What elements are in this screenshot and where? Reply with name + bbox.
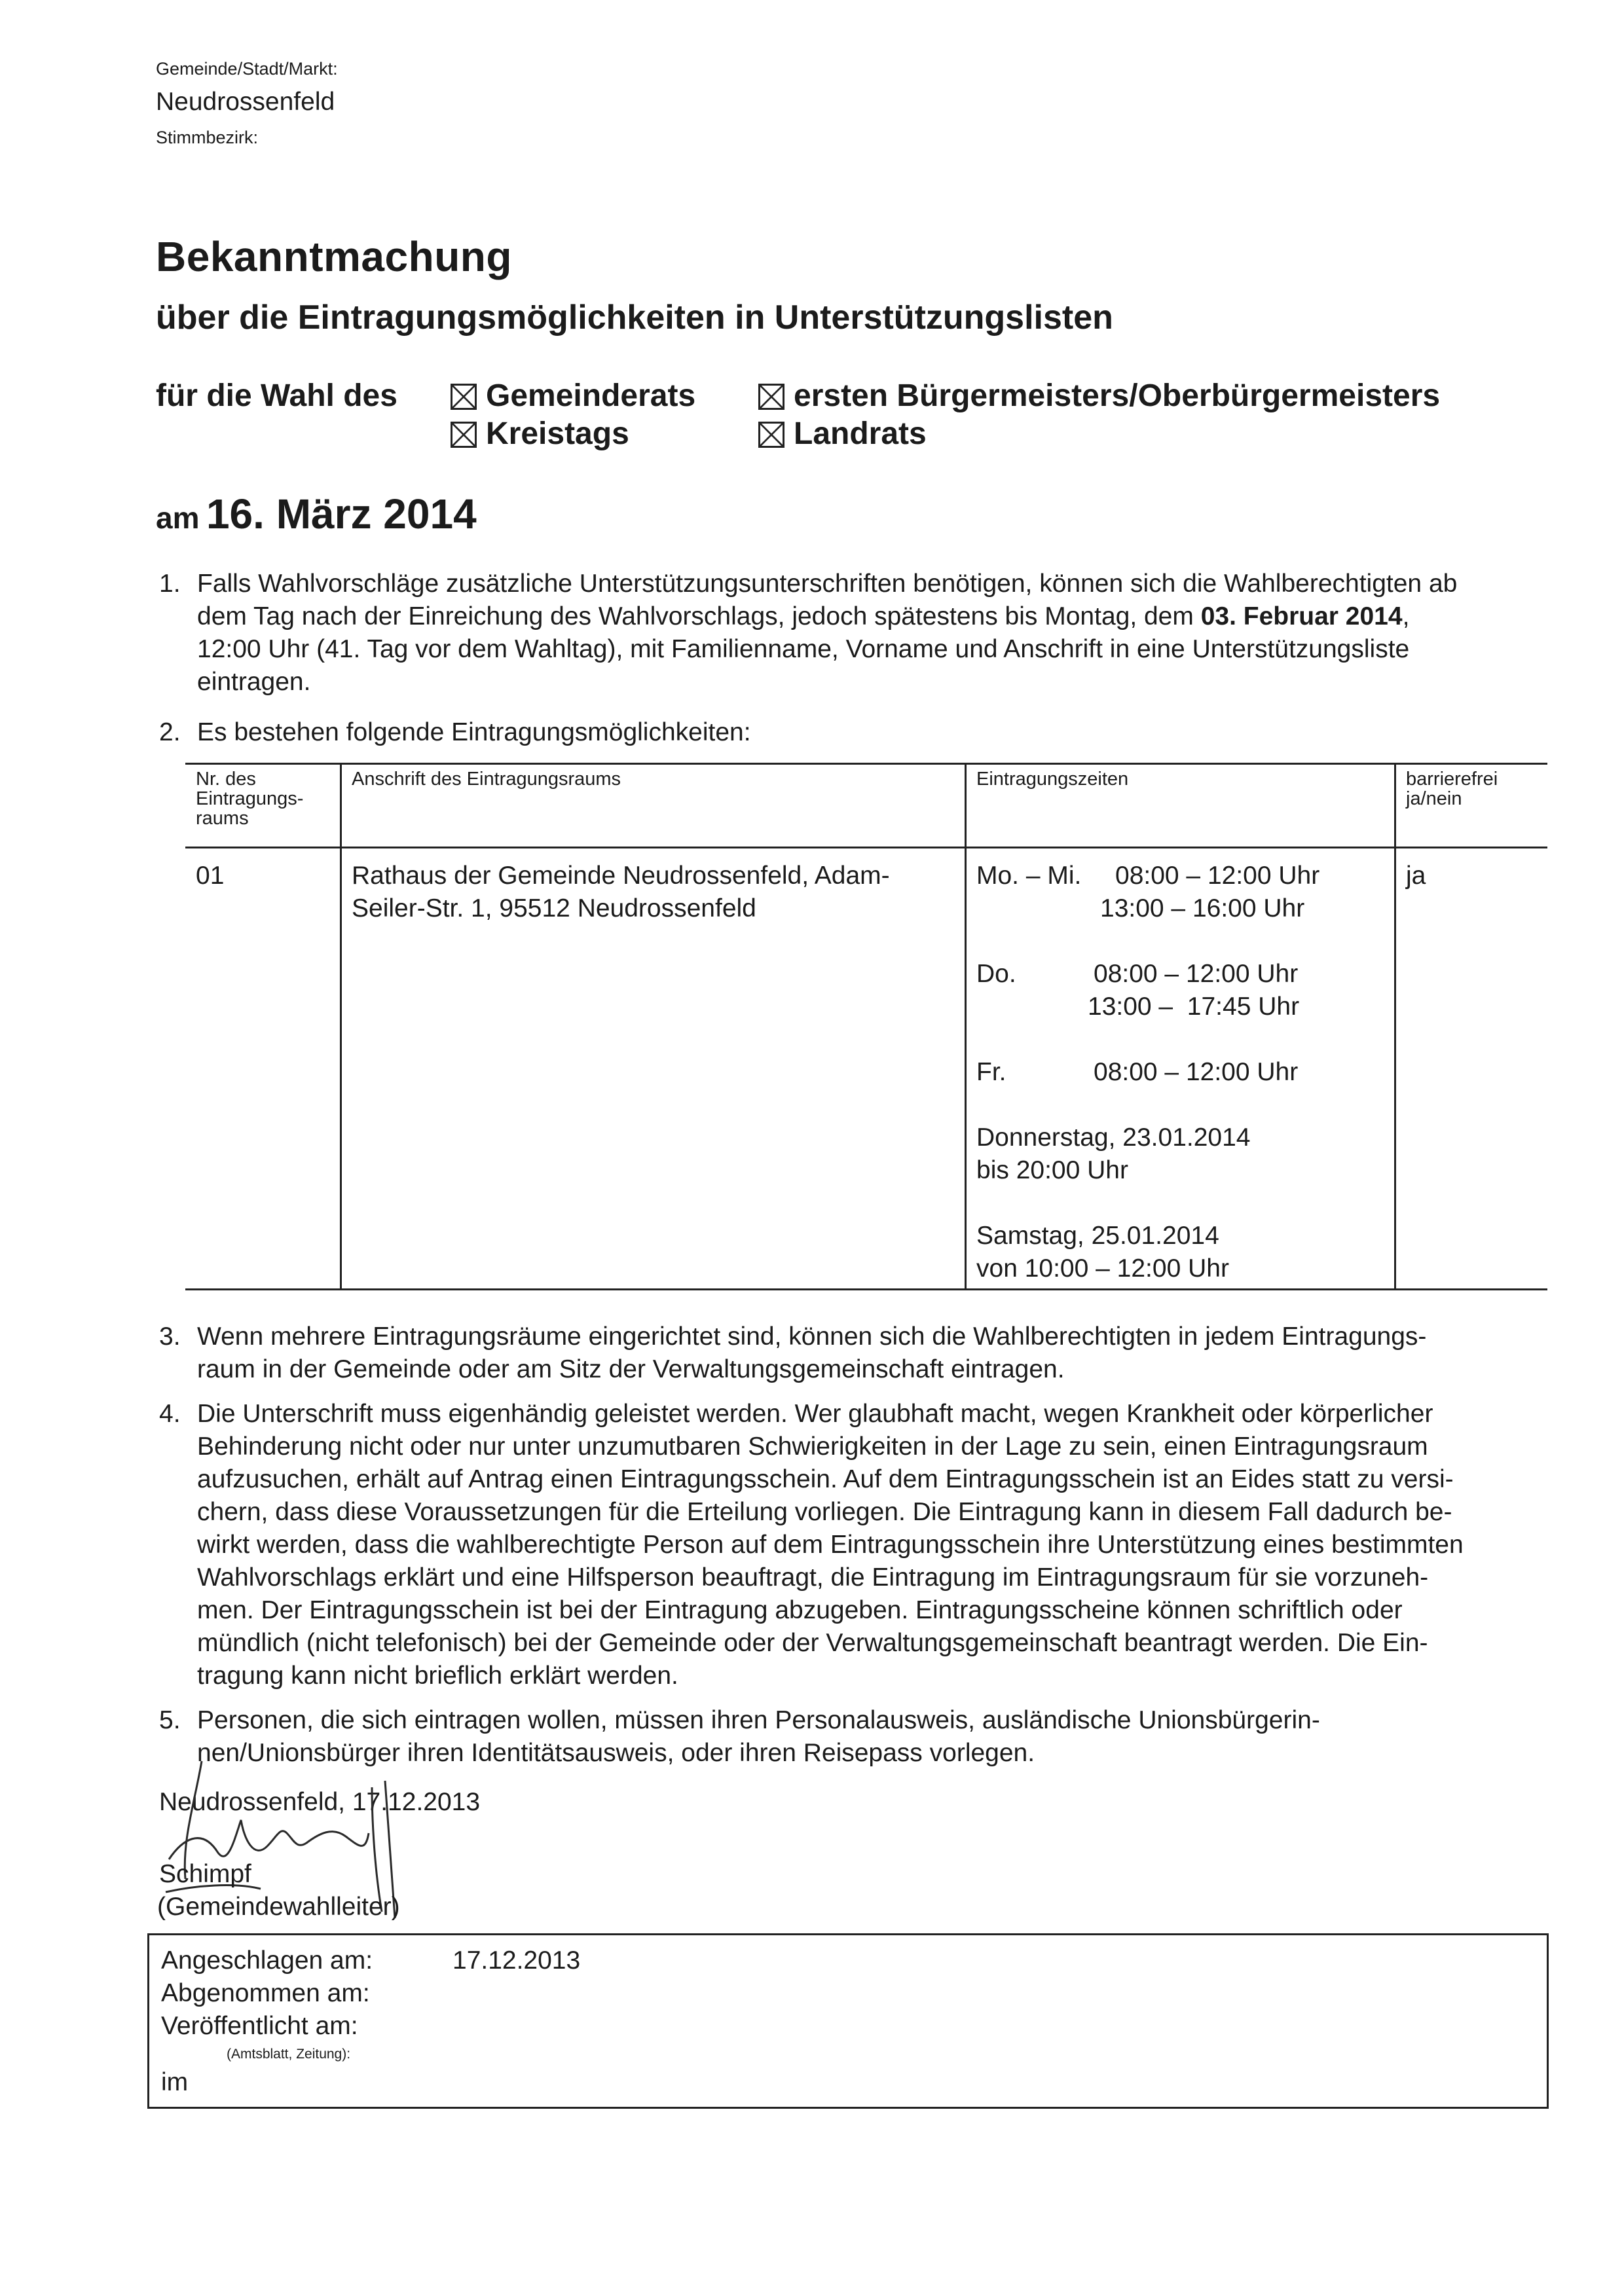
municipality-value: Neudrossenfeld — [156, 88, 335, 116]
item-text: Es bestehen folgende Eintragungsmöglichkeiten: — [197, 718, 751, 746]
published-label: Veröffentlicht am: — [161, 2012, 358, 2040]
time-range: 13:00 – 17:45 Uhr — [1088, 993, 1300, 1021]
table-bottom-border — [185, 1288, 1547, 1290]
option-label: Landrats — [794, 416, 927, 451]
checkbox-checked-icon — [451, 384, 477, 410]
election-date — [156, 490, 477, 538]
registration-rooms-table — [185, 763, 1547, 1292]
list-item-1 — [159, 568, 1547, 699]
column-header-times: Eintragungszeiten — [976, 769, 1129, 790]
in-label: im — [161, 2068, 189, 2096]
cell-room-number: 01 — [196, 862, 225, 890]
cell-barrier-free: ja — [1406, 862, 1426, 890]
signer-name: Schimpf — [159, 1860, 251, 1888]
option-gemeinderats — [451, 378, 695, 414]
option-label: Kreistags — [486, 416, 629, 451]
option-kreistags — [451, 416, 629, 452]
page-subtitle: über die Eintragungsmöglichkeiten in Unterstützungslisten — [156, 299, 1113, 337]
option-label: ersten Bürgermeisters/Oberbürgermeisters — [794, 378, 1441, 413]
time-day: Do. — [976, 960, 1016, 988]
checkbox-checked-icon — [758, 422, 784, 448]
item-number: 1. — [159, 570, 181, 598]
place-date: Neudrossenfeld, 17.12.2013 — [159, 1788, 481, 1816]
list-item-4 — [159, 1398, 1547, 1692]
publication-note: (Amtsblatt, Zeitung): — [227, 2047, 351, 2062]
time-range: 08:00 – 12:00 Uhr — [1115, 862, 1320, 890]
item-number: 4. — [159, 1400, 181, 1428]
posted-date: 17.12.2013 — [452, 1946, 581, 1975]
table-header-border — [185, 847, 1547, 848]
item-number: 3. — [159, 1322, 181, 1351]
option-buergermeister — [758, 378, 1440, 414]
removed-label: Abgenommen am: — [161, 1979, 370, 2007]
time-day: Fr. — [976, 1058, 1006, 1086]
signer-role: (Gemeindewahlleiter) — [157, 1893, 400, 1921]
table-top-border — [185, 763, 1547, 765]
time-special: Samstag, 25.01.2014 von 10:00 – 12:00 Uhr — [976, 1222, 1229, 1283]
checkbox-checked-icon — [451, 422, 477, 448]
list-item-3 — [159, 1321, 1547, 1386]
option-label: Gemeinderats — [486, 378, 696, 413]
item-text: Falls Wahlvorschläge zusätzliche Unterstützungsunterschriften benötigen, können sich die Wahlberechtigten ab dem Tag nach der Einreichung des Wahlvorschlags, jedoch spätestens bis Montag, dem — [197, 570, 1458, 630]
table-divider — [965, 763, 967, 1290]
time-day: Mo. – Mi. — [976, 862, 1082, 890]
time-range: 13:00 – 16:00 Uhr — [1100, 894, 1305, 922]
municipality-label: Gemeinde/Stadt/Markt: — [156, 59, 338, 79]
time-range: 08:00 – 12:00 Uhr — [1094, 960, 1299, 988]
checkbox-checked-icon — [758, 384, 784, 410]
time-range: 08:00 – 12:00 Uhr — [1094, 1058, 1299, 1086]
date-prefix: am — [156, 501, 200, 535]
column-header-nr: Nr. des Eintragungs- raums — [196, 769, 304, 829]
item-text: Personen, die sich eintragen wollen, müssen ihren Personalausweis, ausländische Unionsbürgerin- nen/Unionsbürger ihren Identitätsausweis, oder ihren Reisepass vorlegen. — [197, 1706, 1320, 1767]
table-divider — [340, 763, 342, 1290]
posted-label: Angeschlagen am: — [161, 1946, 373, 1975]
election-prefix: für die Wahl des — [156, 378, 397, 413]
table-divider — [1394, 763, 1396, 1290]
cell-address: Rathaus der Gemeinde Neudrossenfeld, Adam- Seiler-Str. 1, 95512 Neudrossenfeld — [352, 862, 890, 922]
item-number: 2. — [159, 718, 181, 746]
item-number: 5. — [159, 1706, 181, 1734]
option-landrats — [758, 416, 927, 452]
list-item-2 — [159, 716, 1547, 749]
list-item-5 — [159, 1704, 1547, 1770]
time-special: Donnerstag, 23.01.2014 bis 20:00 Uhr — [976, 1123, 1251, 1184]
date-value: 16. März 2014 — [206, 490, 477, 538]
deadline-date: 03. Februar 2014 — [1200, 602, 1403, 630]
page-title: Bekanntmachung — [156, 233, 512, 280]
voting-district-label: Stimmbezirk: — [156, 128, 259, 147]
item-text: Wenn mehrere Eintragungsräume eingerichtet sind, können sich die Wahlberechtigten in jedem Eintragungs- raum in der Gemeinde oder am Sitz der Verwaltungsgemeinschaft eintragen. — [197, 1322, 1427, 1383]
column-header-barrier-free: barrierefrei ja/nein — [1406, 769, 1498, 809]
item-text: Die Unterschrift muss eigenhändig geleistet werden. Wer glaubhaft macht, wegen Krankheit oder körperlicher Behinderung nicht oder nur unter unzumutbaren Schwierigkeiten in der Lage zu sein, einen Eintragungsraum aufzusuchen, erhält auf Antrag einen Eintragungsschein. Auf dem Eintragungsschein ist an Eides statt zu versi- chern, dass diese Voraussetzungen für die Erteilung vorliegen. Die Eintragung kann in diesem Fall dadurch be- wirkt werden, dass die wahlberechtigte Person auf dem Eintragungsschein ihre Unterstützung eines bestimmten Wahlvorschlags erklärt und eine Hilfsperson beauftragt, die Eintragung im Eintragungsraum für sie vorzuneh- men. Der Eintragungsschein ist bei der Eintragung abzugeben. Eintragungsscheine können schriftlich oder mündlich (nicht telefonisch) bei der Gemeinde oder der Verwaltungsgemeinschaft beantragt werden. Die Ein- tragung kann nicht brieflich erklärt werden. — [197, 1400, 1464, 1690]
posting-record-box — [147, 1933, 1549, 2109]
item-text-cont: , 12:00 Uhr (41. Tag vor dem Wahltag), mit Familienname, Vorname und Anschrift in eine Unterstützungsliste eintragen. — [197, 602, 1410, 696]
column-header-address: Anschrift des Eintragungsraums — [352, 769, 621, 790]
